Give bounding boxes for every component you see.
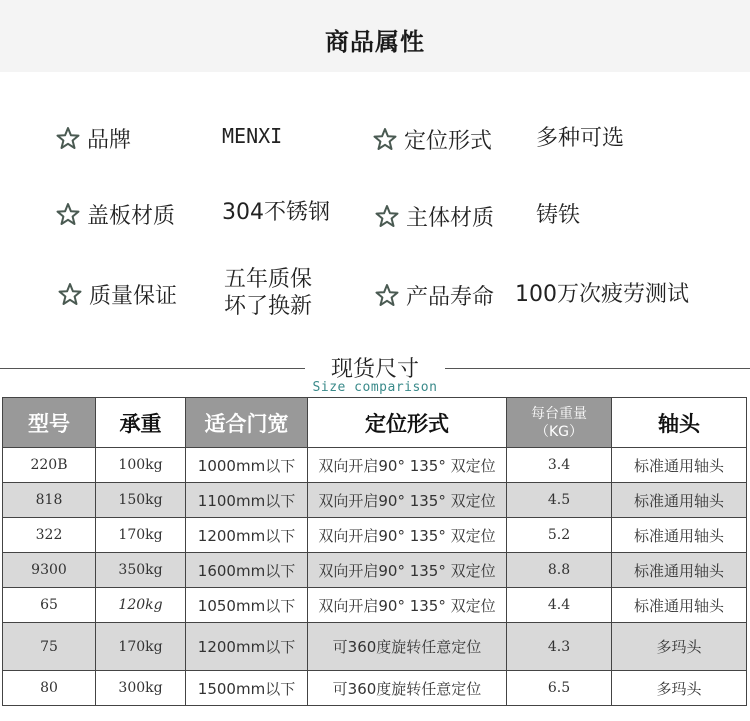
cell-weight: 3.4 [507,448,612,483]
attr-label: 主体材质 [406,206,495,231]
cell-weight: 4.5 [507,483,612,518]
col-header-load: 承重 [96,398,186,448]
cell-positioning: 可360度旋转任意定位 [308,623,507,671]
cell-spindle: 标准通用轴头 [612,448,747,483]
cell-door-width: 1600mm以下 [186,553,308,588]
cell-model: 220B [3,448,96,483]
table-row [3,518,747,553]
star-outline-icon [55,126,81,152]
col-header-weight-line1: 每台重量 [531,405,587,422]
attr-label: 盖板材质 [87,204,176,229]
col-header-model: 型号 [3,398,96,448]
star-outline-icon [374,204,400,230]
table-row [3,483,747,518]
table-header-row [3,398,747,448]
cell-door-width: 1200mm以下 [186,623,308,671]
cell-load: 150kg [96,483,186,518]
cell-spindle: 标准通用轴头 [612,553,747,588]
table-row [3,553,747,588]
cell-model: 65 [3,588,96,623]
table-row [3,671,747,706]
cell-load: 170kg [96,623,186,671]
cell-positioning: 双向开启90° 135° 双定位 [308,588,507,623]
cell-door-width: 1050mm以下 [186,588,308,623]
attr-warranty [57,279,177,310]
cell-weight: 6.5 [507,671,612,706]
cell-spindle: 多玛头 [612,671,747,706]
table-row [3,623,747,671]
cell-load: 100kg [96,448,186,483]
cell-weight: 4.4 [507,588,612,623]
cell-weight: 5.2 [507,518,612,553]
cell-positioning: 可360度旋转任意定位 [308,671,507,706]
cell-positioning: 双向开启90° 135° 双定位 [308,448,507,483]
cell-spindle: 标准通用轴头 [612,588,747,623]
cell-weight: 4.3 [507,623,612,671]
cell-load: 120kg [96,588,186,623]
attr-label: 品牌 [87,128,132,153]
cell-model: 9300 [3,553,96,588]
cell-load: 300kg [96,671,186,706]
star-outline-icon [374,283,400,309]
col-header-weight [507,398,612,448]
cell-door-width: 1100mm以下 [186,483,308,518]
table-row [3,448,747,483]
cell-positioning: 双向开启90° 135° 双定位 [308,518,507,553]
section-subtitle: Size comparison [312,380,438,395]
star-outline-icon [57,282,83,308]
cell-spindle: 多玛头 [612,623,747,671]
attr-cover-material [55,199,175,230]
col-header-positioning: 定位形式 [308,398,507,448]
attr-value-line1: 五年质保 [224,267,313,292]
attr-lifespan [374,280,494,311]
star-outline-icon [55,202,81,228]
title-band [0,0,750,72]
table-row [3,588,747,623]
page-title: 商品属性 [325,28,425,56]
cell-load: 170kg [96,518,186,553]
section-title: 现货尺寸 [330,357,419,382]
attr-value-line2: 坏了换新 [224,294,313,319]
attr-body-material [374,201,494,232]
star-outline-icon [372,127,398,153]
cell-door-width: 1000mm以下 [186,448,308,483]
attr-brand [55,123,131,154]
attr-value: 多种可选 [536,126,625,151]
cell-weight: 8.8 [507,553,612,588]
attr-positioning [372,124,492,155]
cell-model: 322 [3,518,96,553]
cell-door-width: 1500mm以下 [186,671,308,706]
cell-model: 818 [3,483,96,518]
attr-label: 产品寿命 [406,285,495,310]
cell-spindle: 标准通用轴头 [612,518,747,553]
attr-label: 质量保证 [89,284,178,309]
attr-value: 铸铁 [536,203,581,228]
cell-positioning: 双向开启90° 135° 双定位 [308,553,507,588]
cell-model: 75 [3,623,96,671]
attr-label: 定位形式 [404,129,493,154]
col-header-weight-unit: （KG） [534,423,584,440]
col-header-spindle: 轴头 [612,398,747,448]
cell-load: 350kg [96,553,186,588]
attr-value: MENXI [222,124,283,148]
attr-value: 304不锈钢 [222,200,330,225]
cell-positioning: 双向开启90° 135° 双定位 [308,483,507,518]
col-header-door-width: 适合门宽 [186,398,308,448]
cell-spindle: 标准通用轴头 [612,483,747,518]
cell-model: 80 [3,671,96,706]
spec-table [2,397,747,706]
cell-door-width: 1200mm以下 [186,518,308,553]
attr-value: 100万次疲劳测试 [515,282,689,307]
